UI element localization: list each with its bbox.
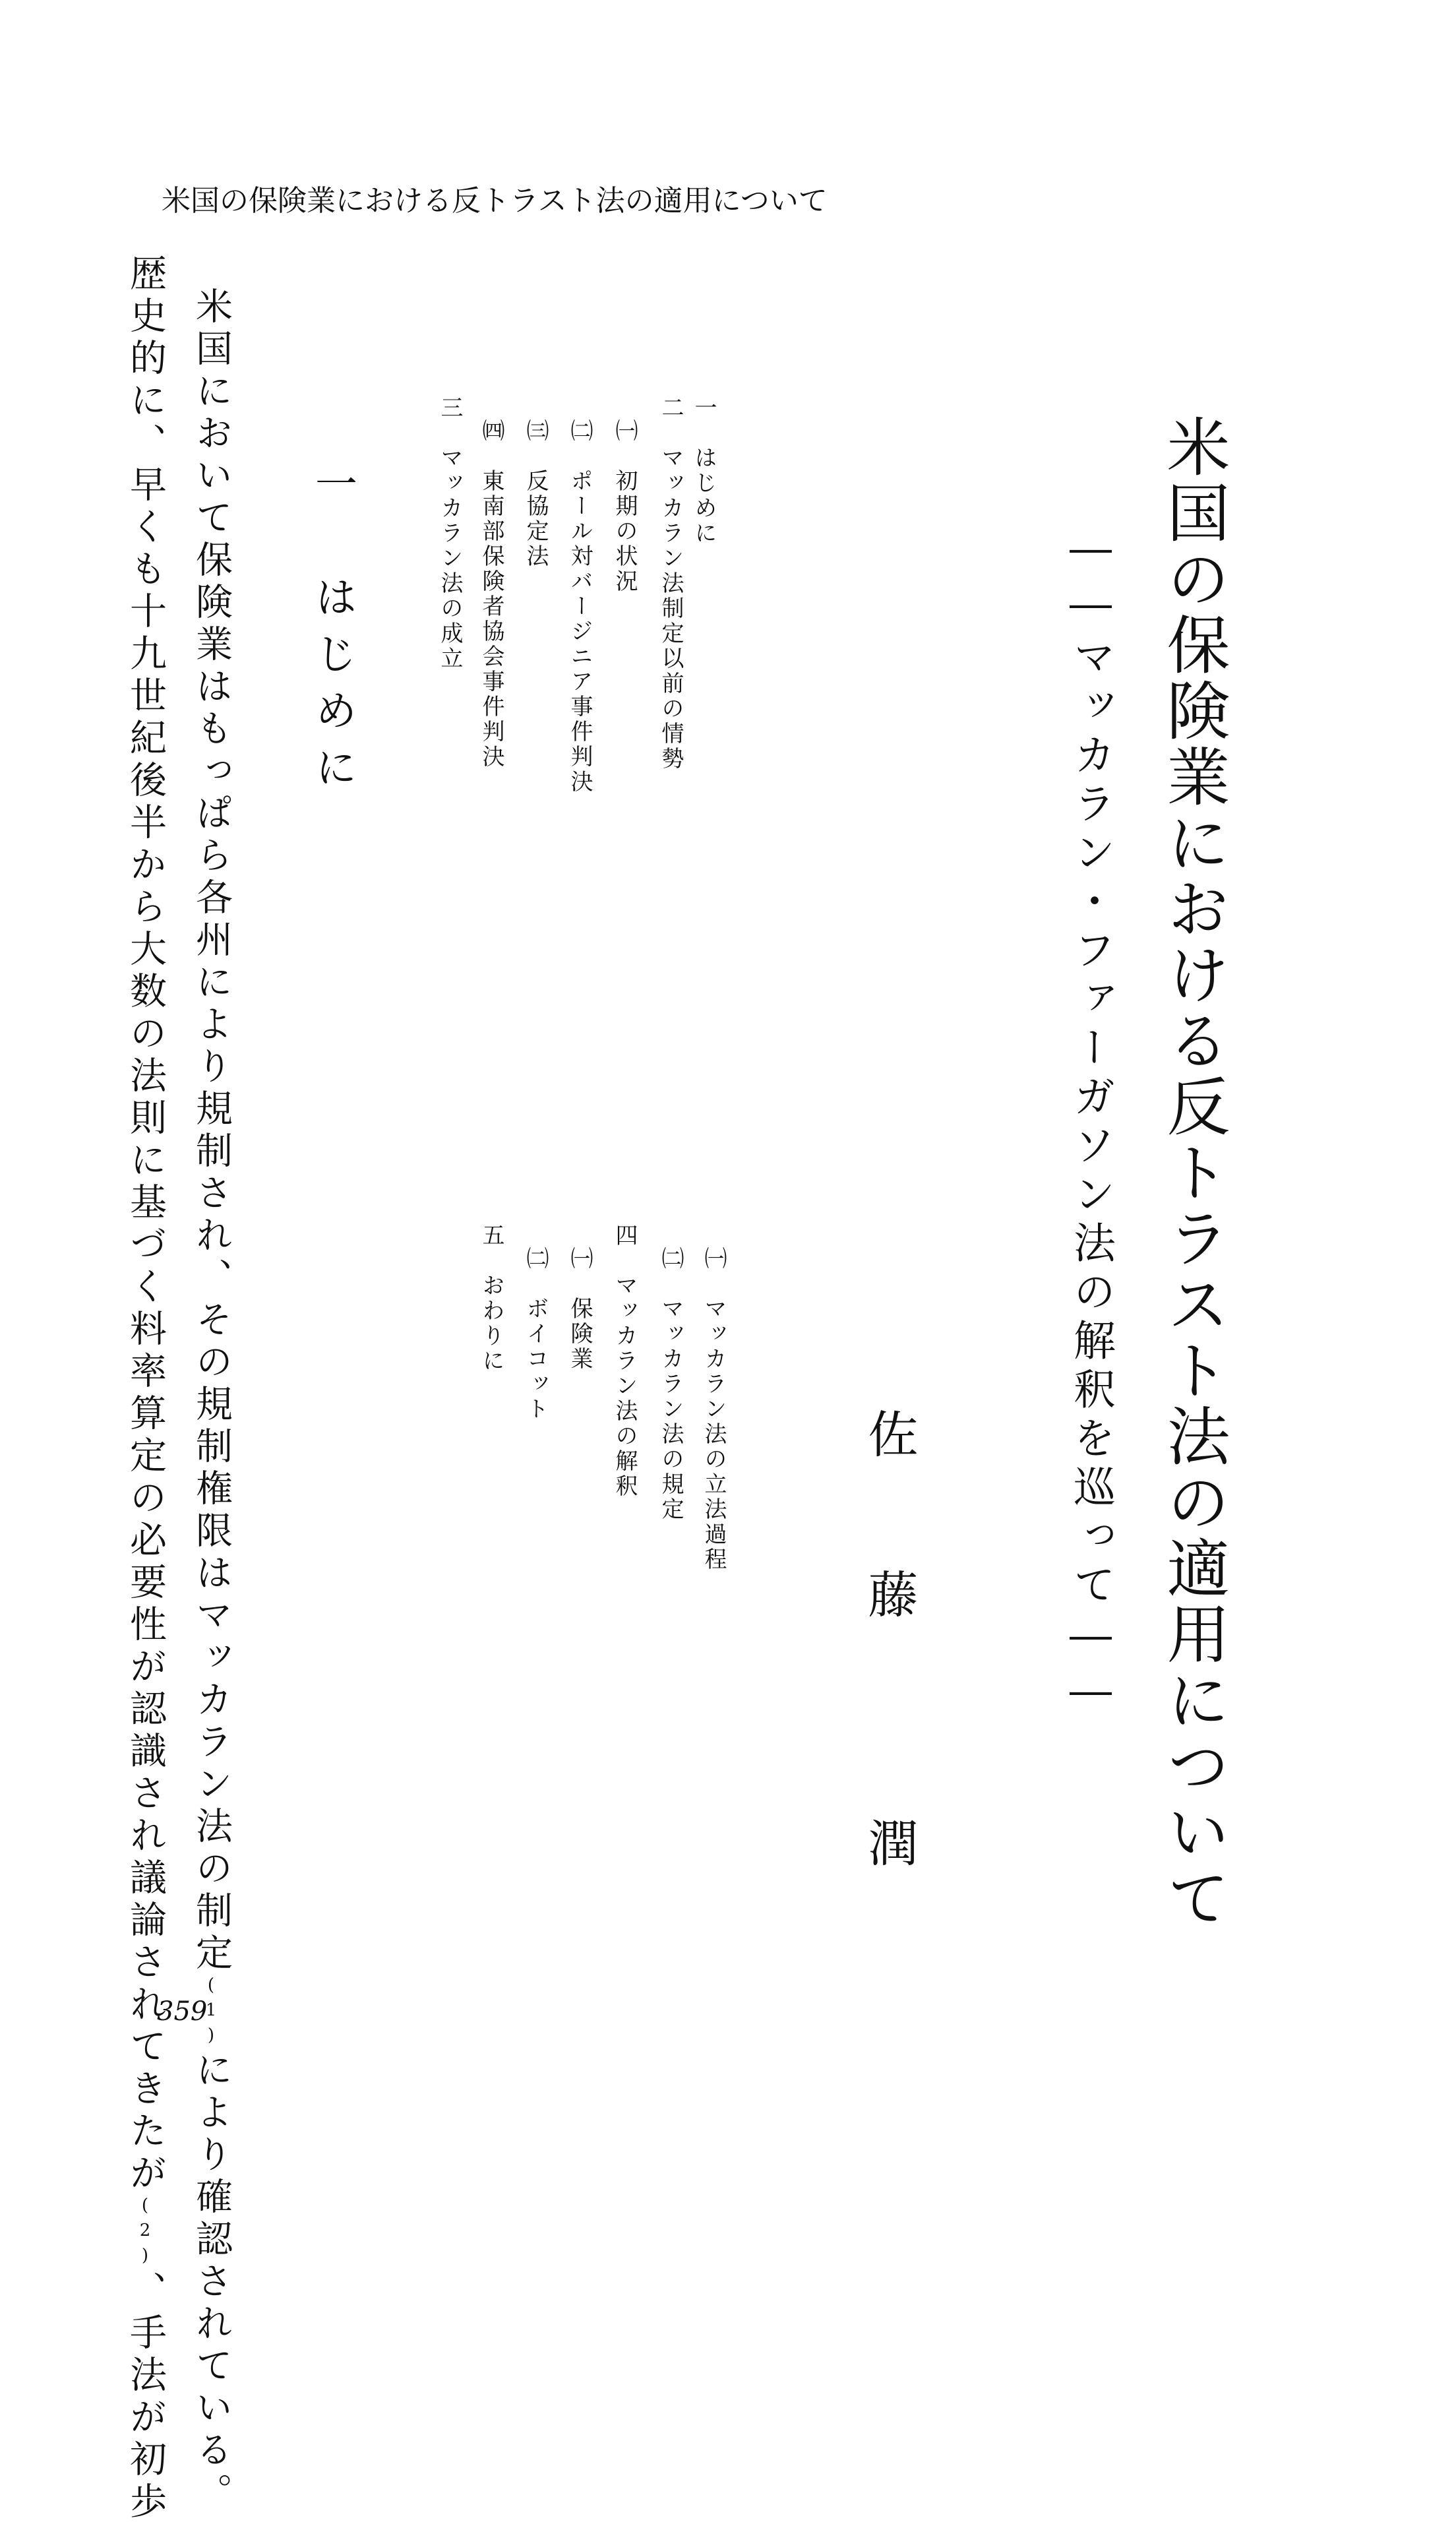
toc-item: ㈠ マッカラン法の立法過程	[700, 1247, 727, 1572]
footnote-ref: (2)	[135, 2196, 155, 2271]
toc-item: ㈣ 東南部保険者協会事件判決	[478, 419, 504, 770]
footnote-ref: (1)	[201, 1975, 221, 2050]
author-char: 藤	[860, 1568, 919, 1618]
body-text-column	[190, 287, 233, 2515]
body-text: 歴史的に、早くも十九世紀後半から大数の法則に基づく料率算定の必要性が認識され議論されてきたが	[124, 254, 167, 2196]
toc-item: ㈢ 反協定法	[522, 419, 549, 569]
author-char: 潤	[860, 1817, 919, 1867]
toc-item: ㈡ マッカラン法の規定	[657, 1247, 684, 1522]
toc-item: 一 はじめに	[690, 396, 717, 546]
running-header: 米国の保険業における反トラスト法の適用について	[162, 184, 828, 218]
toc-item: ㈡ ボイコット	[522, 1247, 549, 1422]
toc-item: ㈠ 初期の状況	[611, 419, 638, 594]
author-char: 佐	[860, 1408, 919, 1458]
toc-item: 二 マッカラン法制定以前の情勢	[657, 396, 684, 772]
body-text: により確認されている。	[190, 2050, 233, 2515]
toc-item: 五 おわりに	[478, 1223, 504, 1374]
page-number: 359	[157, 1996, 208, 2027]
article-title: 米国の保険業における反トラスト法の適用について	[1157, 414, 1230, 1931]
section-heading: 一 はじめに	[308, 462, 357, 802]
body-text: 、手法が初歩	[124, 2271, 167, 2524]
toc-item: 三 マッカラン法の成立	[437, 396, 463, 671]
toc-item: 四 マッカラン法の解釈	[611, 1223, 638, 1499]
toc-item: ㈠ 保険業	[566, 1247, 593, 1372]
toc-item: ㈡ ポール対バージニア事件判決	[566, 419, 593, 795]
body-text: 米国において保険業はもっぱら各州により規制され、その規制権限はマッカラン法の制定	[190, 287, 233, 1975]
article-subtitle: ――マッカラン・ファーガソン法の解釈を巡って――	[1066, 524, 1115, 1722]
body-text-column	[124, 254, 167, 2524]
